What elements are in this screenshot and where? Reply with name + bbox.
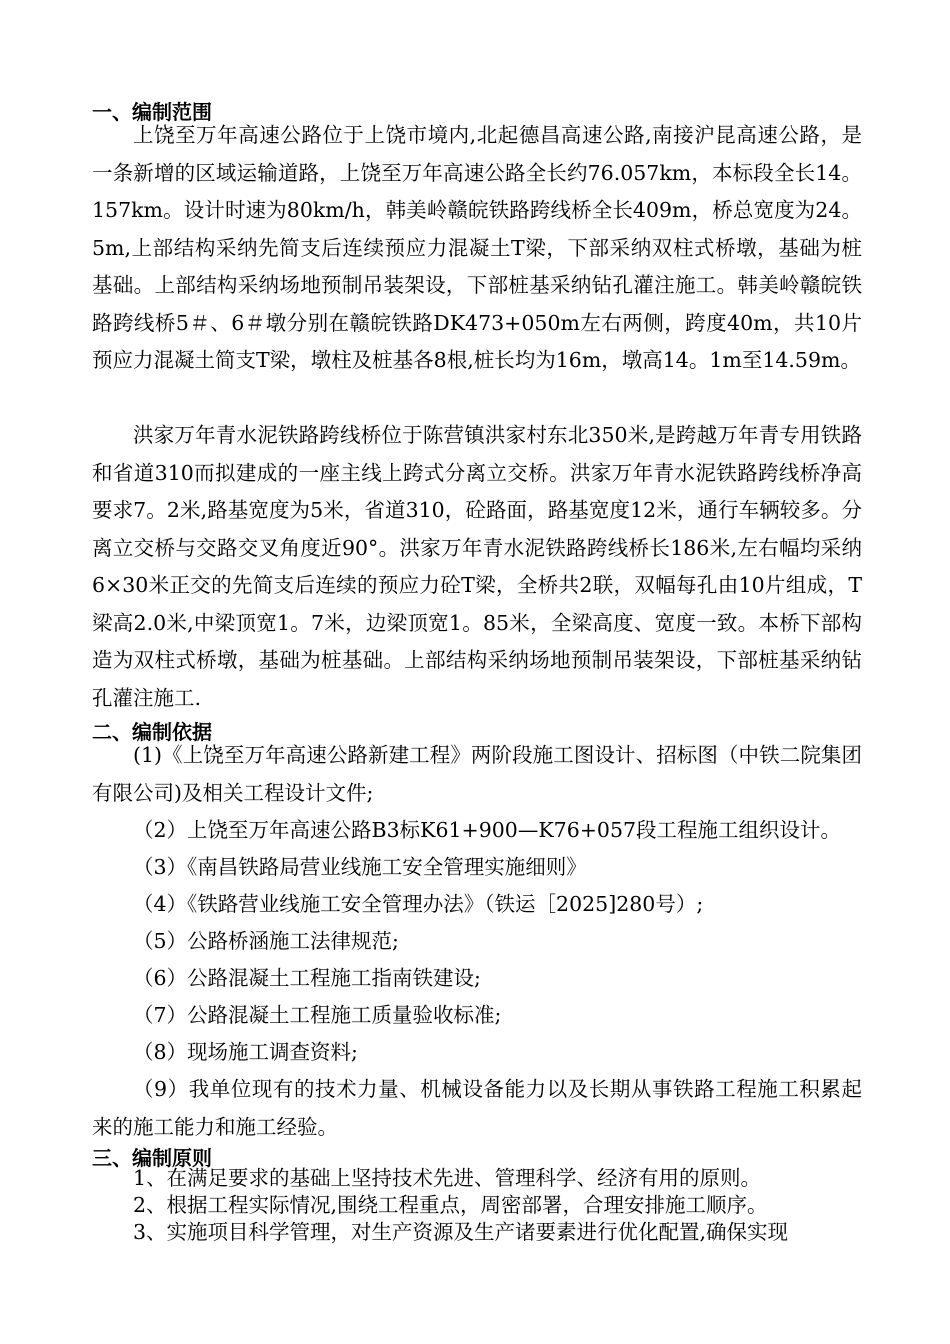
basis-item-2: （2）上饶至万年高速公路B3标K61+900—K76+057段工程施工组织设计。 bbox=[133, 818, 842, 842]
basis-item-9: （9）我单位现有的技术力量、机械设备能力以及长期从事铁路工程施工积累起来的施工能力和施工经验。 bbox=[92, 1077, 862, 1139]
basis-item-5: （5）公路桥涵施工法律规范; bbox=[133, 929, 399, 953]
principle-item-1: 1、在满足要求的基础上坚持技术先进、管理科学、经济有用的原则。 bbox=[133, 1166, 762, 1190]
scope-paragraph-1: 上饶至万年高速公路位于上饶市境内,北起德昌高速公路,南接沪昆高速公路，是一条新增的区域运输道路，上饶至万年高速公路全长约76.057km，本标段全长14。157km。设计时速为80km/h，韩美岭赣皖铁路跨线桥全长409m，桥总宽度为24。5m,上部结构采纳先简支后连续预应力混凝土T梁，下部采纳双柱式桥墩，基础为桩基础。上部结构采纳场地预制吊装架设，下部桩基采纳钻孔灌注施工。韩美岭赣皖铁路跨线桥5＃、6＃墩分别在赣皖铁路DK473+050m左右两侧，跨度40m，共10片预应力混凝土简支T梁，墩柱及桩基各8根,桩长均为16m，墩高14。1m至14.59m。 bbox=[92, 123, 862, 372]
basis-item-6: （6）公路混凝土工程施工指南铁建设; bbox=[133, 966, 481, 990]
basis-item-1: (1)《上饶至万年高速公路新建工程》两阶段施工图设计、招标图（中铁二院集团有限公司)及相关工程设计文件; bbox=[92, 743, 862, 805]
section-heading-principles: 三、编制原则 bbox=[92, 1146, 212, 1170]
section-heading-basis: 二、编制依据 bbox=[92, 720, 212, 744]
basis-item-3: （3）《南昌铁路局营业线施工安全管理实施细则》 bbox=[133, 855, 587, 879]
basis-item-8: （8）现场施工调查资料; bbox=[133, 1040, 358, 1064]
basis-item-7: （7）公路混凝土工程施工质量验收标准; bbox=[133, 1003, 502, 1027]
basis-item-4: （4）《铁路营业线施工安全管理办法》（铁运［2025]280号）; bbox=[133, 892, 704, 916]
principle-item-3: 3、实施项目科学管理，对生产资源及生产诸要素进行优化配置,确保实现 bbox=[133, 1220, 789, 1244]
scope-paragraph-2: 洪家万年青水泥铁路跨线桥位于陈营镇洪家村东北350米,是跨越万年青专用铁路和省道310而拟建成的一座主线上跨式分离立交桥。洪家万年青水泥铁路跨线桥净高要求7。2米,路基宽度为5米，省道310，砼路面，路基宽度12米，通行车辆较多。分离立交桥与交路交叉角度近90°。洪家万年青水泥铁路跨线桥长186米,左右幅均采纳6×30米正交的先简支后连续的预应力砼T梁，全桥共2联，双幅每孔由10片组成，T梁高2.0米,中梁顶宽1。7米，边梁顶宽1。85米，全梁高度、宽度一致。本桥下部构造为双柱式桥墩，基础为桩基础。上部结构采纳场地预制吊装架设，下部桩基采纳钻孔灌注施工. bbox=[92, 423, 862, 710]
principle-item-2: 2、根据工程实际情况,围绕工程重点，周密部署，合理安排施工顺序。 bbox=[133, 1193, 768, 1217]
section-heading-scope: 一、编制范围 bbox=[92, 100, 212, 124]
